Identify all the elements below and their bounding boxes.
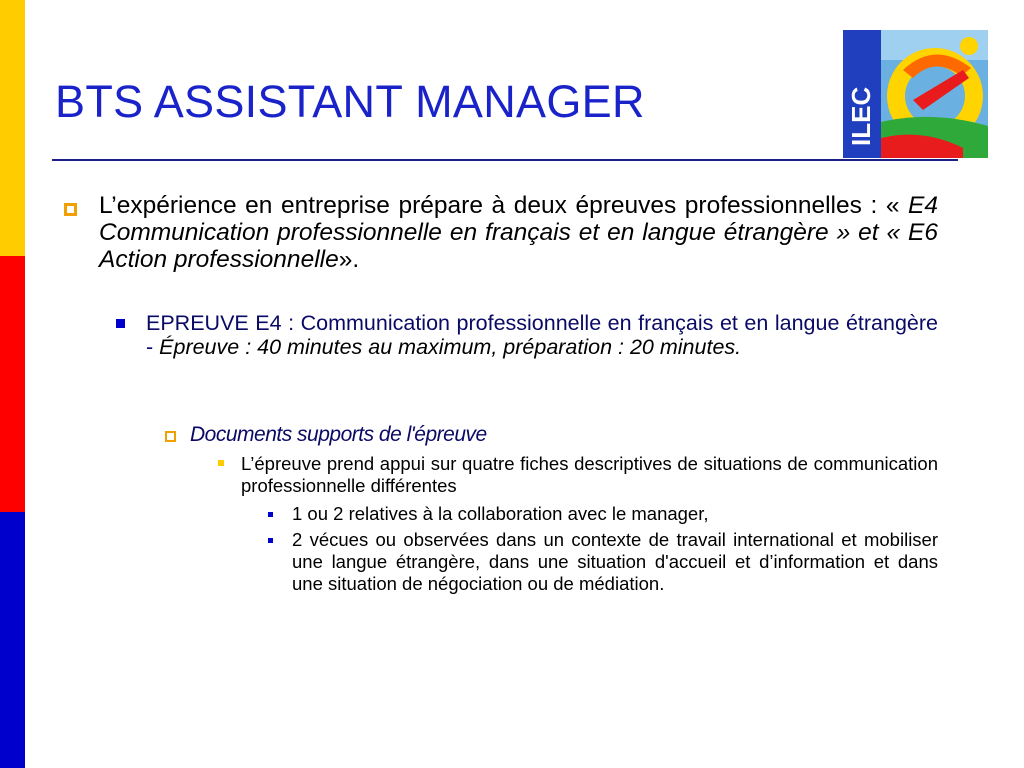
side-stripe-blue xyxy=(0,512,25,768)
e4-paragraph xyxy=(146,311,938,359)
small-square-bullet-icon xyxy=(218,460,224,466)
intro-text-end: ». xyxy=(338,246,360,273)
hollow-square-bullet-icon xyxy=(64,203,77,216)
intro-text-italic: E4 Communication professionnelle en français et en langue étrangère » et « E6 Action professionnelle xyxy=(99,192,938,273)
side-stripe-yellow xyxy=(0,0,25,256)
intro-text-start: L’expérience en entreprise prépare à deux épreuves professionnelles : « xyxy=(99,192,909,219)
ilec-logo xyxy=(843,30,988,158)
e4-heading: EPREUVE E4 : Communication professionnelle en français et en langue étrangère - xyxy=(146,311,938,359)
intro-paragraph xyxy=(99,192,938,273)
title-divider xyxy=(52,159,958,161)
sub-item-manager: 1 ou 2 relatives à la collaboration avec le manager, xyxy=(292,503,709,524)
slide-title: BTS ASSISTANT MANAGER xyxy=(55,76,645,127)
filled-square-bullet-icon xyxy=(116,319,125,328)
hollow-square-bullet-icon xyxy=(165,431,176,442)
fiches-paragraph: L’épreuve prend appui sur quatre fiches descriptives de situations de communication professionnelle différentes xyxy=(241,453,938,496)
side-stripe-red xyxy=(0,256,25,512)
documents-heading: Documents supports de l'épreuve xyxy=(190,423,487,446)
sub-item-international: 2 vécues ou observées dans un contexte de travail international et mobiliser une langue étrangère, dans une situation d'accueil et d’information et dans une situation de négociation ou de médiation. xyxy=(292,529,938,594)
e4-detail: Épreuve : 40 minutes au maximum, préparation : 20 minutes. xyxy=(159,335,742,359)
tiny-square-bullet-icon xyxy=(268,512,273,517)
logo-lettering: ILEC xyxy=(846,86,876,146)
tiny-square-bullet-icon xyxy=(268,538,273,543)
